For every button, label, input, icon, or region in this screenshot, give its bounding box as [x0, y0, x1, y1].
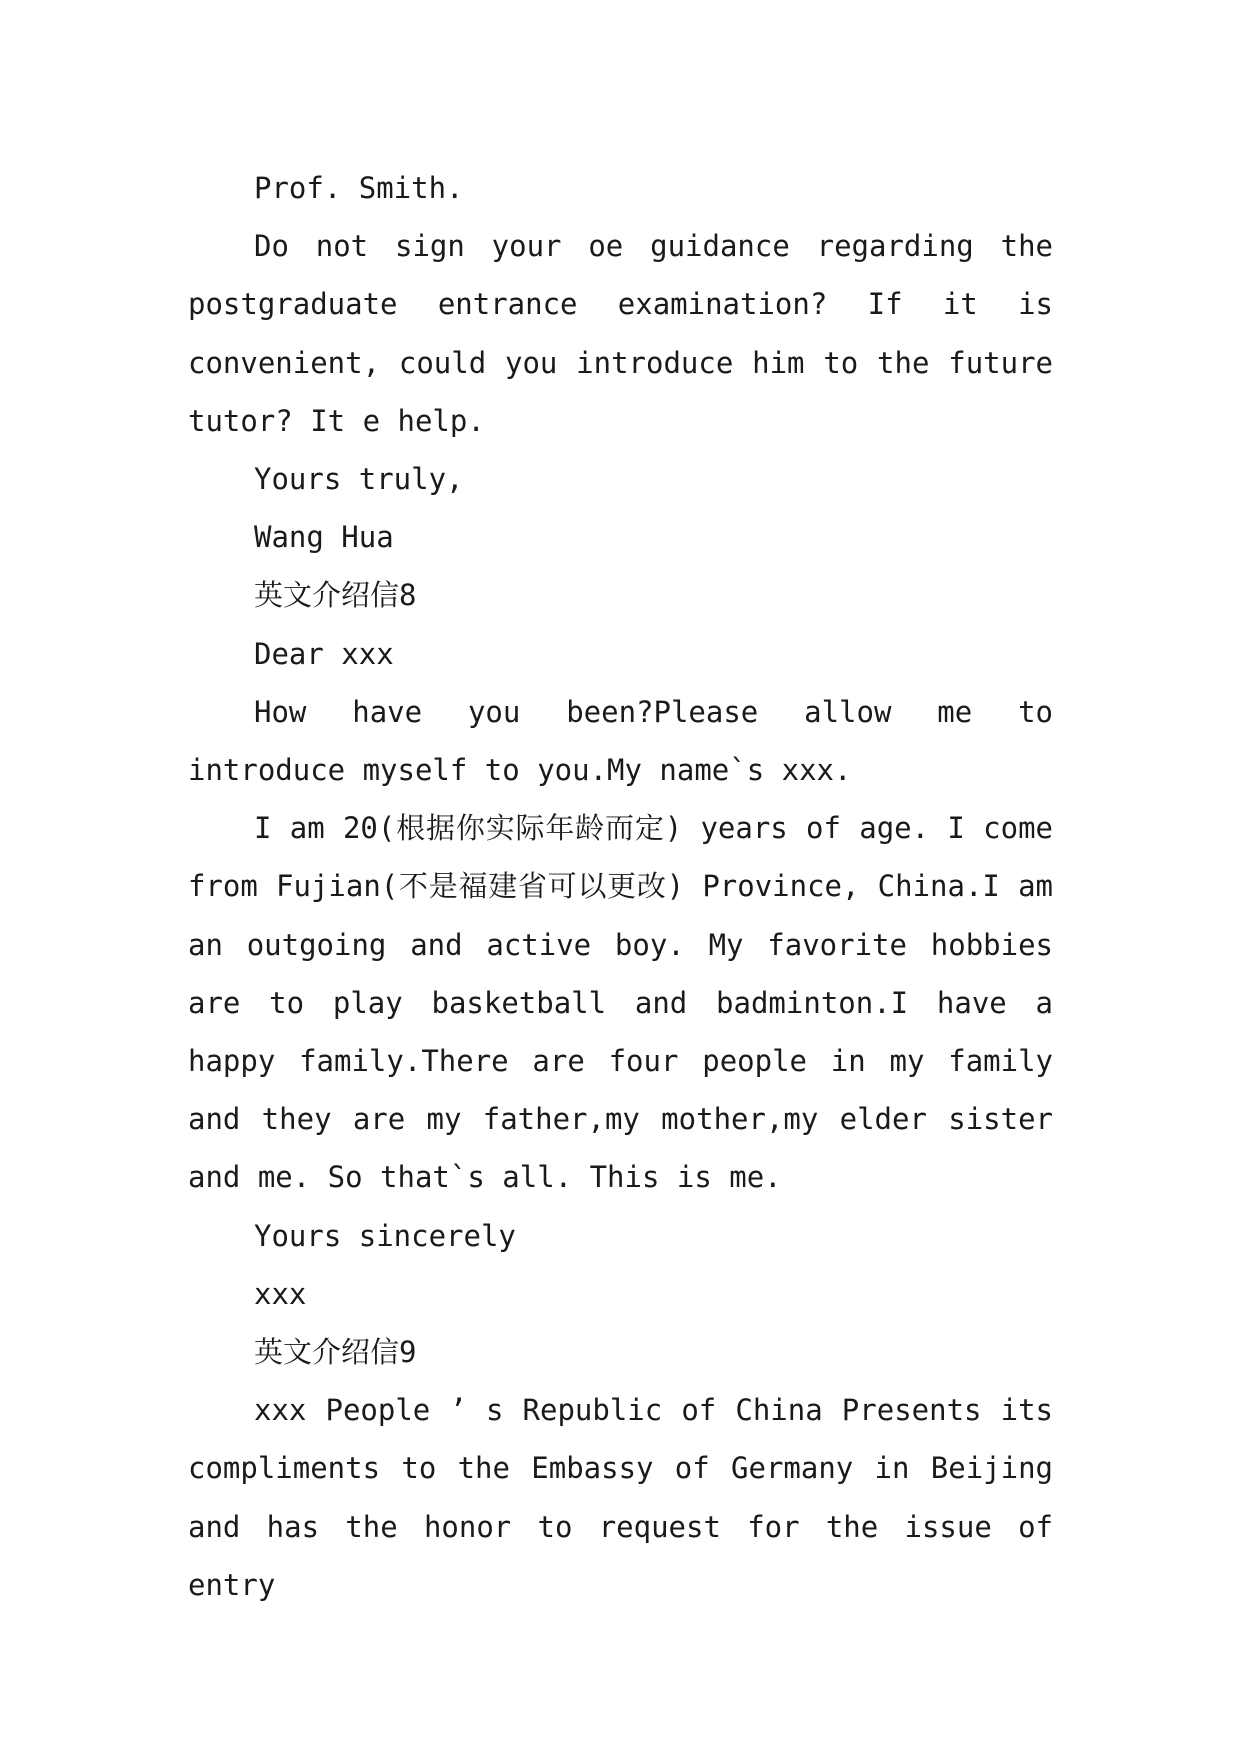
recipient-line: Prof. Smith.: [254, 171, 464, 205]
signature: xxx: [254, 1276, 307, 1311]
sign-off: Yours truly,: [254, 462, 464, 497]
section-heading: 英文介绍信8: [254, 578, 417, 613]
body-paragraph: How have you been?Please allow me to introduce myself to you.My name`s xxx.: [188, 694, 1053, 788]
document-body: [188, 159, 1053, 1614]
salutation: Dear xxx: [254, 636, 394, 671]
body-paragraph: Do not sign your oe guidance regarding the postgraduate entrance examination? If it is convenient, could you introduce him to the future tutor? It e help.: [188, 229, 1053, 438]
body-paragraph: xxx People ’ s Republic of China Presents its compliments to the Embassy of Germany in Beijing and has the honor to request for the issue of entry: [188, 1393, 1053, 1602]
signature: Wang Hua: [254, 520, 394, 555]
sign-off: Yours sincerely: [254, 1218, 516, 1253]
body-paragraph: I am 20(根据你实际年龄而定) years of age. I come from Fujian(不是福建省可以更改) Province, China.I am an outgoing and active boy. My favorite hobbies are to play basketball and badminton.I have a happy family.There are four people in my family and they are my father,my mother,my elder sister and me. So that`s all. This is me.: [188, 811, 1053, 1195]
section-heading: 英文介绍信9: [254, 1335, 417, 1370]
